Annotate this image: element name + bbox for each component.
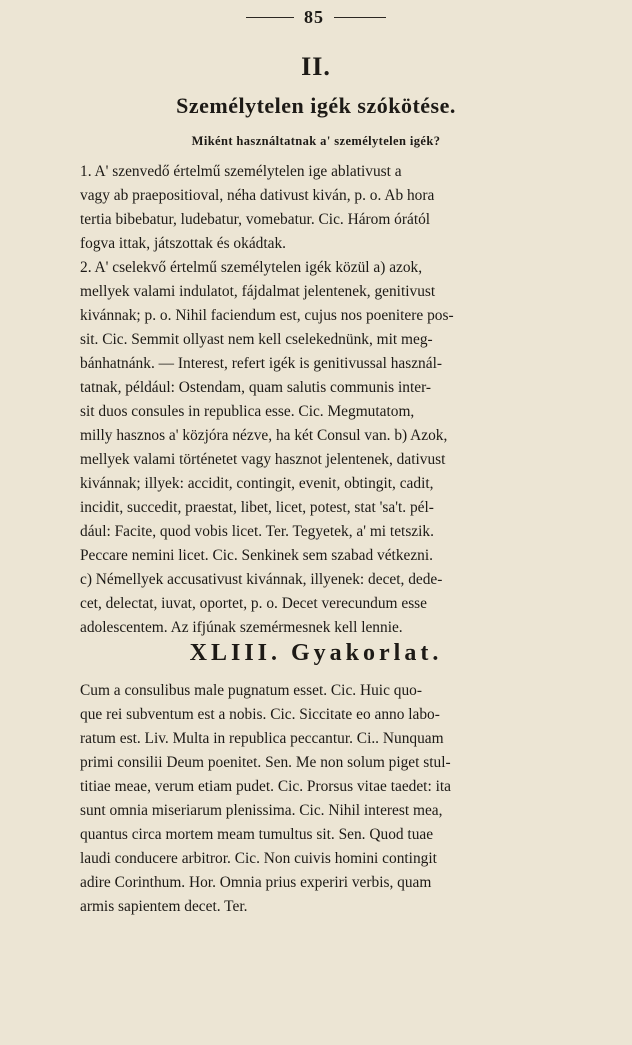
text-line: ratum est. Liv. Multa in republica peccantur. Ci.. Nunquam [80,730,444,747]
text-line: kivánnak; illyek: accidit, contingit, evenit, obtingit, cadit, [80,475,434,492]
text-line: que rei subventum est a nobis. Cic. Siccitate eo anno labo- [80,706,440,723]
text-line: Cum a consulibus male pugnatum esset. Cic. Huic quo- [80,682,422,699]
text-line: primi consilii Deum poenitet. Sen. Me non solum piget stul- [80,754,451,771]
text-line: c) Némellyek accusativust kivánnak, illyenek: decet, dede- [80,571,443,588]
text-line: cet, delectat, iuvat, oportet, p. o. Decet verecundum esse [80,595,428,612]
text-line: quantus circa mortem meam tumultus sit. Sen. Quod tuae [80,826,434,843]
paragraph-2 [80,256,578,640]
text-line: 1. A' szenvedő értelmű személytelen ige ablativust a [80,163,402,180]
text-line: adire Corinthum. Hor. Omnia prius experiri verbis, quam [80,874,432,891]
paragraph-1 [80,160,578,256]
text-line: dául: Facite, quod vobis licet. Ter. Tegyetek, a' mi tetszik. [80,523,434,540]
text-line: incidit, succedit, praestat, libet, licet, potest, stat 'sa't. pél- [80,499,434,516]
text-line: laudi conducere arbitror. Cic. Non cuivis homini contingit [80,850,437,867]
text-line: sit duos consules in republica esse. Cic. Megmutatom, [80,403,415,420]
exercise-title: XLIII. Gyakorlat. [189,640,443,666]
text-line: fogva ittak, játszottak és okádtak. [80,235,287,252]
chapter-number: II. [301,52,331,81]
section-question: Miként használtatnak a' személytelen igék? [191,134,441,148]
page-number: 85 [304,6,324,27]
text-line: vagy ab praepositioval, néha dativust kiván, p. o. Ab hora [80,187,435,204]
exercise-text [80,679,578,919]
text-line: armis sapientem decet. Ter. [80,898,248,915]
text-line: mellyek valami indulatot, fájdalmat jelentenek, genitivust [80,283,436,300]
section-title: Személytelen igék szókötése. [176,93,456,118]
page-header [0,4,632,30]
header-rule-left [246,17,294,18]
text-line: kivánnak; p. o. Nihil faciendum est, cujus nos poenitere pos- [80,307,454,324]
text-line: mellyek valami történetet vagy hasznot jelentenek, dativust [80,451,446,468]
text-line: bánhatnánk. — Interest, refert igék is genitivussal használ- [80,355,442,372]
text-line: sunt omnia miseriarum plenissima. Cic. Nihil interest mea, [80,802,443,819]
text-line: tatnak, például: Ostendam, quam salutis communis inter- [80,379,432,396]
text-line: sit. Cic. Semmit ollyast nem kell cselekednünk, mit meg- [80,331,433,348]
text-line: 2. A' cselekvő értelmű személytelen igék közül a) azok, [80,259,423,276]
text-line: milly hasznos a' közjóra nézve, ha két Consul van. b) Azok, [80,427,448,444]
text-line: tertia bibebatur, ludebatur, vomebatur. Cic. Három órától [80,211,431,228]
text-line: Peccare nemini licet. Cic. Senkinek sem szabad vétkezni. [80,547,434,564]
text-line: adolescentem. Az ifjúnak szemérmesnek kell lennie. [80,619,403,636]
header-rule-right [334,17,386,18]
text-line: titiae meae, verum etiam pudet. Cic. Prorsus vitae taedet: ita [80,778,451,795]
